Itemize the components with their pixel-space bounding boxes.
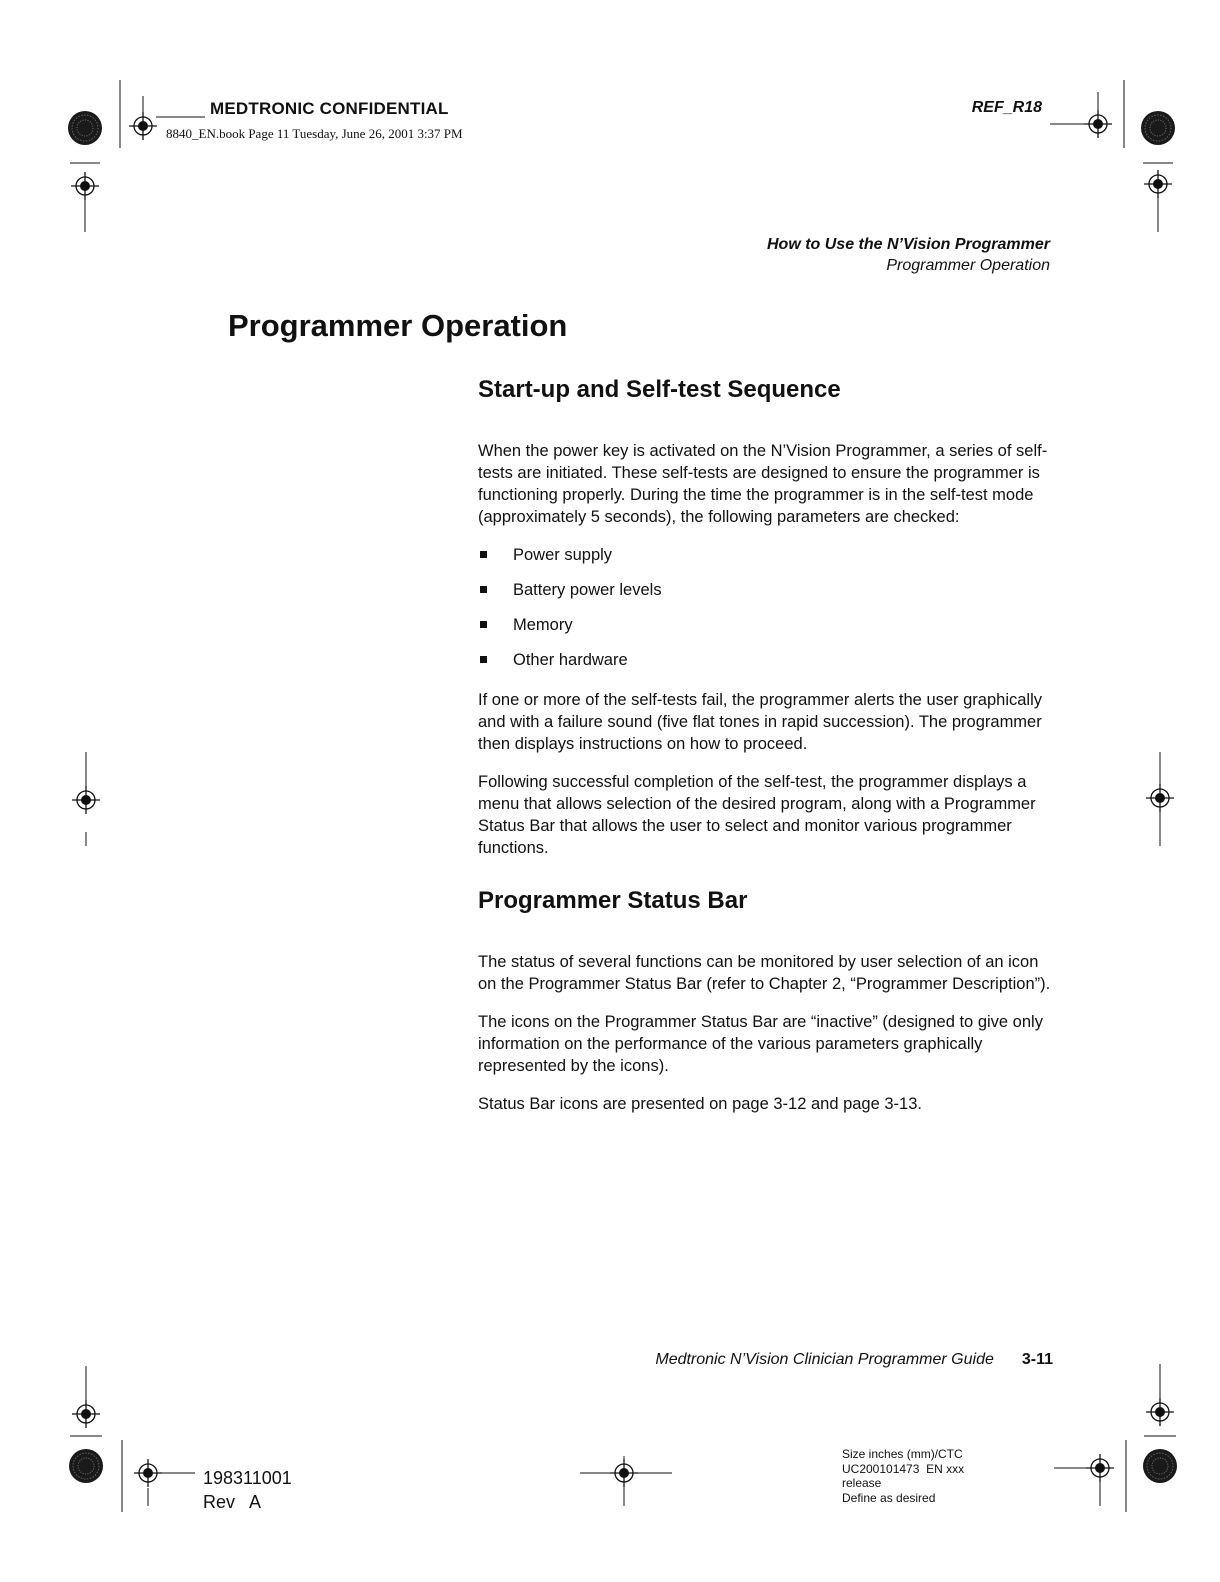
crosshair-icon — [71, 172, 99, 200]
page-number: 3-11 — [1021, 1351, 1053, 1368]
registration-target-icon — [1141, 111, 1175, 145]
crosshair-icon — [1086, 1454, 1114, 1482]
release-line-size: Size inches (mm)/CTC — [842, 1447, 963, 1461]
crosshair-icon — [72, 1400, 100, 1428]
reference-code: REF_R18 — [971, 99, 1042, 116]
main-content — [478, 376, 1058, 1131]
crosshair-icon — [129, 112, 157, 140]
running-head — [767, 234, 1050, 276]
crosshair-icon — [1146, 1398, 1174, 1426]
bullet-icon — [480, 621, 487, 628]
release-line-status: release — [842, 1476, 882, 1490]
confidential-label: MEDTRONIC CONFIDENTIAL — [210, 99, 449, 118]
status-bar-paragraph-3: Status Bar icons are presented on page 3-12 and page 3-13. — [478, 1095, 922, 1113]
list-item-text: Power supply — [513, 546, 613, 564]
guide-title: Medtronic N’Vision Clinician Programmer Guide — [655, 1351, 994, 1368]
page-title: Programmer Operation — [228, 308, 568, 343]
startup-intro-paragraph: When the power key is activated on the N’Vision Programmer, a series of self-tests are initiated. These self-tests are designed to ensure the programmer is functioning properly. During the time the programmer is in the self-test mode (approximately 5 seconds), the following parameters are checked: — [478, 442, 1048, 526]
running-head-section: Programmer Operation — [886, 257, 1050, 274]
list-item-text: Memory — [513, 616, 573, 634]
crosshair-icon — [134, 1459, 162, 1487]
crosshair-icon — [610, 1459, 638, 1487]
part-number: 198311001 — [203, 1468, 292, 1488]
selftest-failure-paragraph: If one or more of the self-tests fail, the programmer alerts the user graphically and with a failure sound (five flat tones in rapid succession). The programmer then displays instructions on how to proceed. — [478, 691, 1042, 753]
registration-target-icon — [69, 1449, 103, 1483]
registration-target-icon — [68, 111, 102, 145]
crosshair-icon — [1084, 110, 1112, 138]
selftest-success-paragraph: Following successful completion of the self-test, the programmer displays a menu that allows selection of the desired program, along with a Programmer Status Bar that allows the user to select and monitor various programmer functions. — [478, 773, 1036, 857]
list-item — [478, 614, 1058, 636]
crosshair-icon — [1146, 784, 1174, 812]
status-bar-paragraph-1: The status of several functions can be monitored by user selection of an icon on the Programmer Status Bar (refer to Chapter 2, “Programmer Description”). — [478, 953, 1051, 993]
running-head-chapter: How to Use the N’Vision Programmer — [766, 236, 1050, 253]
section-heading-startup: Start-up and Self-test Sequence — [478, 376, 841, 403]
list-item-text: Other hardware — [513, 651, 628, 669]
release-block — [842, 1447, 964, 1505]
bullet-icon — [480, 551, 487, 558]
page-footer — [655, 1351, 1053, 1369]
release-line-code: UC200101473 EN xxx — [842, 1461, 965, 1476]
list-item — [478, 544, 1058, 566]
status-bar-paragraph-2: The icons on the Programmer Status Bar are “inactive” (designed to give only information on the performance of the various parameters graphically represented by the icons). — [478, 1013, 1043, 1075]
list-item — [478, 579, 1058, 601]
bullet-icon — [480, 586, 487, 593]
crosshair-icon — [1144, 170, 1172, 198]
bullet-icon — [480, 656, 487, 663]
registration-target-icon — [1143, 1449, 1177, 1483]
revision: Rev A — [203, 1492, 262, 1512]
checked-parameters-list — [478, 544, 1058, 671]
book-info-line: 8840_EN.book Page 11 Tuesday, June 26, 2001 3:37 PM — [166, 126, 463, 141]
crosshair-icon — [72, 786, 100, 814]
list-item-text: Battery power levels — [513, 581, 662, 599]
document-id — [203, 1466, 292, 1514]
section-heading-status-bar: Programmer Status Bar — [478, 887, 748, 914]
release-line-note: Define as desired — [842, 1490, 936, 1505]
list-item — [478, 649, 1058, 671]
